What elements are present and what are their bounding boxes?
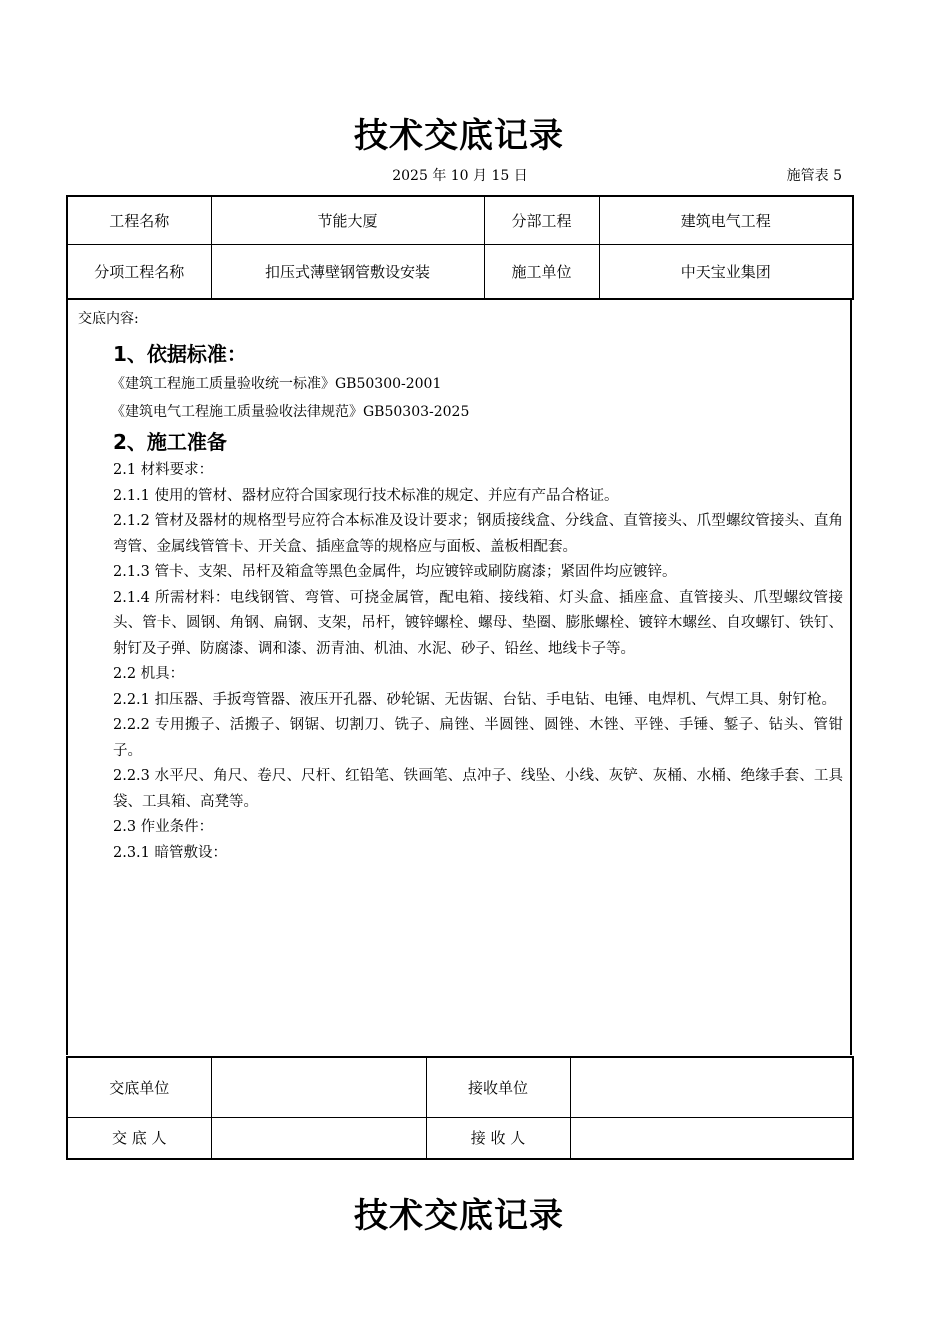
division-value: 建筑电气工程	[599, 196, 853, 244]
receiver-field[interactable]	[570, 1117, 853, 1159]
contractor-label: 施工单位	[484, 244, 599, 299]
para-2-3-1: 2.3.1 暗管敷设：	[113, 844, 228, 861]
receiver-unit-label: 接收单位	[426, 1057, 570, 1117]
project-row	[67, 196, 853, 244]
signature-table	[66, 1056, 854, 1160]
para-2-1: 2.1 材料要求：	[113, 462, 214, 478]
person-row	[67, 1117, 853, 1159]
section-1-heading: 1、依据标准：	[113, 342, 247, 366]
standard-1: 《建筑工程施工质量验收统一标准》GB50300-2001	[111, 376, 442, 392]
issuer-unit-label: 交底单位	[67, 1057, 211, 1117]
record-date: 2025 年 10 月 15 日	[392, 168, 528, 184]
receiver-unit-field[interactable]	[570, 1057, 853, 1117]
content-body	[113, 338, 843, 866]
briefing-content	[66, 300, 852, 1055]
next-page-title: 技术交底记录	[354, 1196, 564, 1236]
para-2-1-1: 2.1.1 使用的管材、器材应符合国家现行技术标准的规定、并应有产品合格证。	[113, 487, 619, 504]
para-2-3: 2.3 作业条件：	[113, 819, 214, 835]
para-2-2-3: 2.2.3 水平尺、角尺、卷尺、尺杆、红铅笔、铁画笔、点冲子、线坠、小线、灰铲、灰桶、水桶、绝缘手套、工具袋、工具箱、高凳等。	[113, 768, 843, 810]
division-label: 分部工程	[484, 196, 599, 244]
project-info-table	[66, 195, 854, 300]
content-label: 交底内容:	[78, 311, 139, 327]
issuer-unit-field[interactable]	[211, 1057, 426, 1117]
subitem-value: 扣压式薄壁钢管敷设安装	[211, 244, 484, 299]
project-name-label: 工程名称	[67, 196, 211, 244]
para-2-1-3: 2.1.3 管卡、支架、吊杆及箱盒等黑色金属件，均应镀锌或刷防腐漆；紧固件均应镀锌。	[113, 564, 677, 580]
para-2-2-2: 2.2.2 专用搬子、活搬子、钢锯、切割刀、铣子、扁锉、半圆锉、圆锉、木锉、平锉、手锤、錾子、钻头、管钳子。	[113, 717, 843, 759]
receiver-label: 接 收 人	[426, 1117, 570, 1159]
issuer-field[interactable]	[211, 1117, 426, 1159]
para-2-2: 2.2 机具：	[113, 666, 185, 682]
para-2-1-4: 2.1.4 所需材料：电线钢管、弯管、可挠金属管，配电箱、接线箱、灯头盒、插座盒、直管接头、爪型螺纹管接头、管卡、圆钢、角钢、扁钢、支架，吊杆，镀锌螺栓、螺母、垫圈、膨胀螺栓、镀锌木螺丝、自攻螺钉、铁钉、射钉及子弹、防腐漆、调和漆、沥青油、机油、水泥、砂子、铅丝、地线卡子等。	[113, 589, 843, 657]
form-number: 施管表 5	[786, 168, 842, 184]
subitem-row	[67, 244, 853, 299]
para-2-1-2: 2.1.2 管材及器材的规格型号应符合本标准及设计要求；钢质接线盒、分线盒、直管接头、爪型螺纹管接头、直角弯管、金属线管管卡、开关盒、插座盒等的规格应与面板、盖板相配套。	[113, 513, 843, 555]
para-2-2-1: 2.2.1 扣压器、手扳弯管器、液压开孔器、砂轮锯、无齿锯、台钻、手电钻、电锤、电焊机、气焊工具、射钉枪。	[113, 691, 836, 708]
issuer-label: 交 底 人	[67, 1117, 211, 1159]
page-title: 技术交底记录	[354, 116, 564, 156]
project-name-value: 节能大厦	[211, 196, 484, 244]
standard-2: 《建筑电气工程施工质量验收法律规范》GB50303-2025	[111, 404, 470, 420]
contractor-value: 中天宝业集团	[599, 244, 853, 299]
unit-row	[67, 1057, 853, 1117]
section-2-heading: 2、施工准备	[113, 430, 227, 454]
subitem-label: 分项工程名称	[67, 244, 211, 299]
